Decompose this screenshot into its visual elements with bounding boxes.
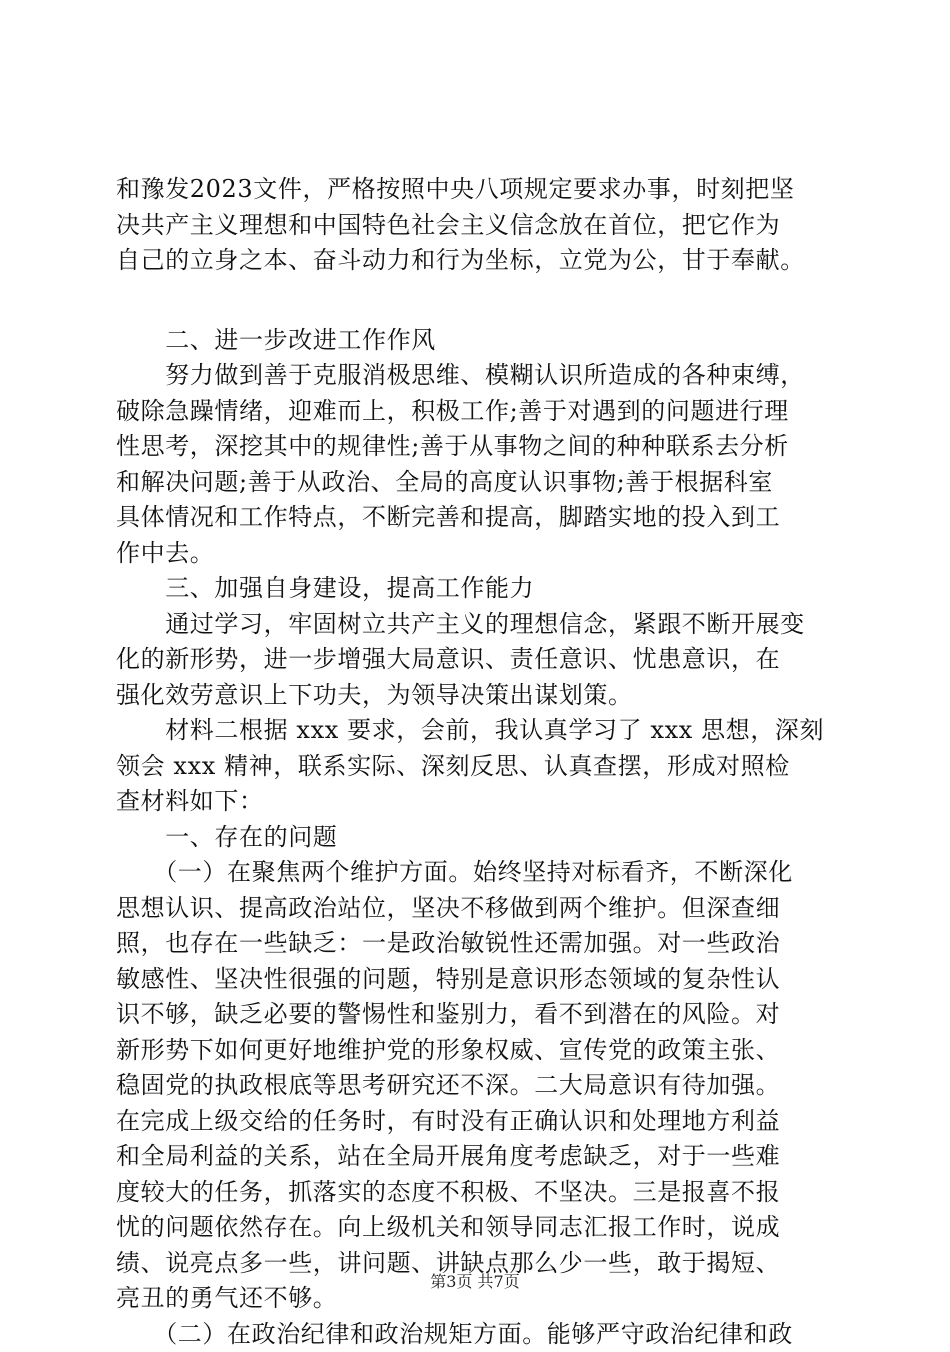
text-line: 在完成上级交给的任务时，有时没有正确认识和处理地方利益 — [116, 1104, 856, 1140]
page-number: 第3页 共7页 — [0, 1271, 950, 1293]
document-body — [116, 172, 856, 1352]
text-line: 三、加强自身建设，提高工作能力 — [116, 571, 856, 607]
text-line: 强化效劳意识上下功夫，为领导决策出谋划策。 — [116, 678, 856, 714]
text-line: 努力做到善于克服消极思维、模糊认识所造成的各种束缚， — [116, 358, 856, 394]
text-line: 通过学习，牢固树立共产主义的理想信念，紧跟不断开展变 — [116, 607, 856, 643]
text-line: 照，也存在一些缺乏：一是政治敏锐性还需加强。对一些政治 — [116, 926, 856, 962]
text-line: 新形势下如何更好地维护党的形象权威、宣传党的政策主张、 — [116, 1033, 856, 1069]
text-line: 识不够，缺乏必要的警惕性和鉴别力，看不到潜在的风险。对 — [116, 997, 856, 1033]
paragraph-gap — [116, 279, 856, 323]
text-line: 作中去。 — [116, 536, 856, 572]
text-line: 破除急躁情绪，迎难而上，积极工作;善于对遇到的问题进行理 — [116, 394, 856, 430]
text-line: 化的新形势，进一步增强大局意识、责任意识、忧患意识，在 — [116, 642, 856, 678]
text-line: （二）在政治纪律和政治规矩方面。能够严守政治纪律和政 — [116, 1317, 856, 1352]
text-line: 查材料如下： — [116, 784, 856, 820]
text-line: 领会 xxx 精神，联系实际、深刻反思、认真查摆，形成对照检 — [116, 749, 856, 785]
text-line: 敏感性、坚决性很强的问题，特别是意识形态领域的复杂性认 — [116, 962, 856, 998]
text-line: 稳固党的执政根底等思考研究还不深。二大局意识有待加强。 — [116, 1068, 856, 1104]
text-line: 自己的立身之本、奋斗动力和行为坐标，立党为公，甘于奉献。 — [116, 243, 856, 279]
text-line: 和解决问题;善于从政治、全局的高度认识事物;善于根据科室 — [116, 465, 856, 501]
text-line: 性思考，深挖其中的规律性;善于从事物之间的种种联系去分析 — [116, 429, 856, 465]
text-line: 亮丑的勇气还不够。 — [116, 1281, 856, 1317]
text-line: 具体情况和工作特点，不断完善和提高，脚踏实地的投入到工 — [116, 500, 856, 536]
text-line: （一）在聚焦两个维护方面。始终坚持对标看齐，不断深化 — [116, 855, 856, 891]
text-line: 一、存在的问题 — [116, 820, 856, 856]
paragraph-block-2 — [116, 323, 856, 1352]
text-line: 和全局利益的关系，站在全局开展角度考虑缺乏，对于一些难 — [116, 1139, 856, 1175]
text-line: 决共产主义理想和中国特色社会主义信念放在首位，把它作为 — [116, 208, 856, 244]
text-line: 度较大的任务，抓落实的态度不积极、不坚决。三是报喜不报 — [116, 1175, 856, 1211]
text-line: 思想认识、提高政治站位，坚决不移做到两个维护。但深查细 — [116, 891, 856, 927]
text-line: 忧的问题依然存在。向上级机关和领导同志汇报工作时，说成 — [116, 1210, 856, 1246]
text-line: 和豫发2023文件，严格按照中央八项规定要求办事，时刻把坚 — [116, 172, 856, 208]
text-line: 绩、说亮点多一些，讲问题、讲缺点那么少一些，敢于揭短、 — [116, 1246, 856, 1282]
text-line: 二、进一步改进工作作风 — [116, 323, 856, 359]
text-line: 材料二根据 xxx 要求，会前，我认真学习了 xxx 思想，深刻 — [116, 713, 856, 749]
paragraph-block-1 — [116, 172, 856, 279]
